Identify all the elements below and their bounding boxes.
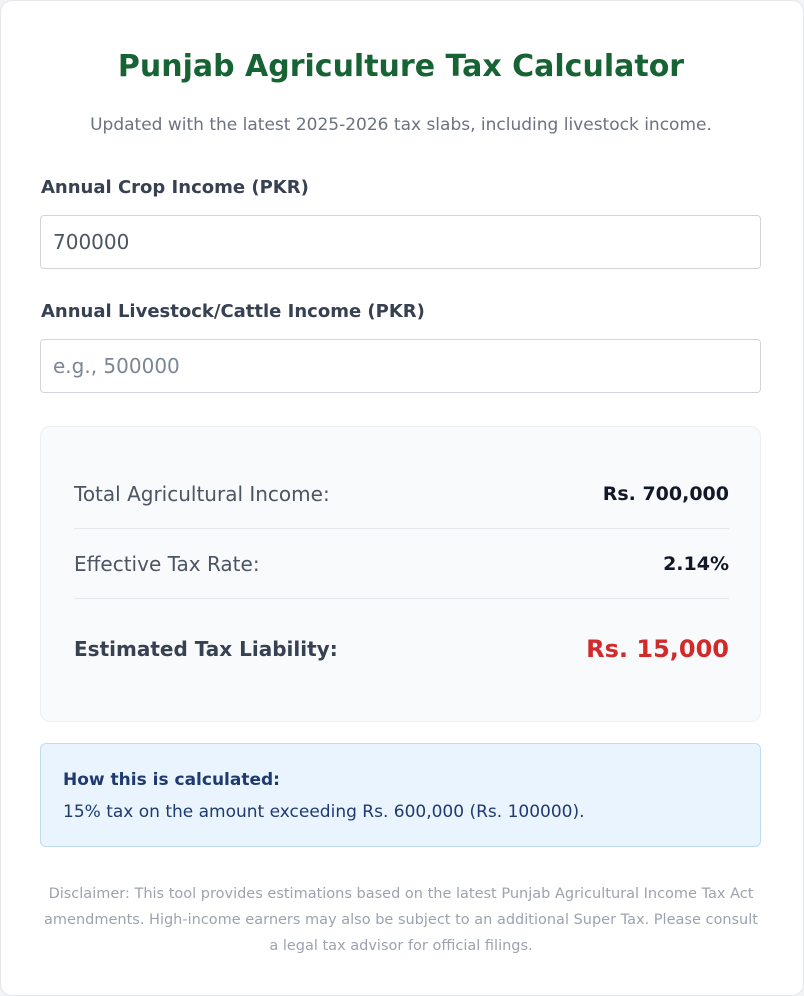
tax-liability-value: Rs. 15,000 (586, 635, 729, 663)
livestock-income-input[interactable] (40, 339, 761, 393)
effective-rate-value: 2.14% (663, 553, 729, 575)
results-panel (40, 426, 761, 722)
crop-income-label: Annual Crop Income (PKR) (41, 177, 309, 198)
total-income-label: Total Agricultural Income: (74, 482, 330, 506)
page-title: Punjab Agriculture Tax Calculator (117, 49, 685, 84)
calculation-info-box (40, 743, 761, 847)
crop-income-input[interactable] (40, 215, 761, 269)
effective-rate-row (74, 552, 729, 576)
calculation-info-text: 15% tax on the amount exceeding Rs. 600,000 (Rs. 100000). (63, 802, 585, 822)
results-divider (74, 528, 729, 529)
effective-rate-label: Effective Tax Rate: (74, 552, 260, 576)
page-subtitle: Updated with the latest 2025-2026 tax slabs, including livestock income. (90, 115, 712, 135)
tax-liability-row (74, 635, 729, 663)
disclaimer-text: Disclaimer: This tool provides estimations based on the latest Punjab Agricultural Income Tax Act amendments. High-income earners may also be subject to an additional Super Tax. Please consult a legal tax advisor for official filings. (44, 886, 758, 954)
results-divider (74, 598, 729, 599)
total-income-row (74, 482, 729, 506)
calculation-info-title: How this is calculated: (63, 770, 280, 790)
total-income-value: Rs. 700,000 (602, 483, 729, 505)
tax-liability-label: Estimated Tax Liability: (74, 637, 338, 661)
livestock-income-label: Annual Livestock/Cattle Income (PKR) (41, 301, 425, 322)
